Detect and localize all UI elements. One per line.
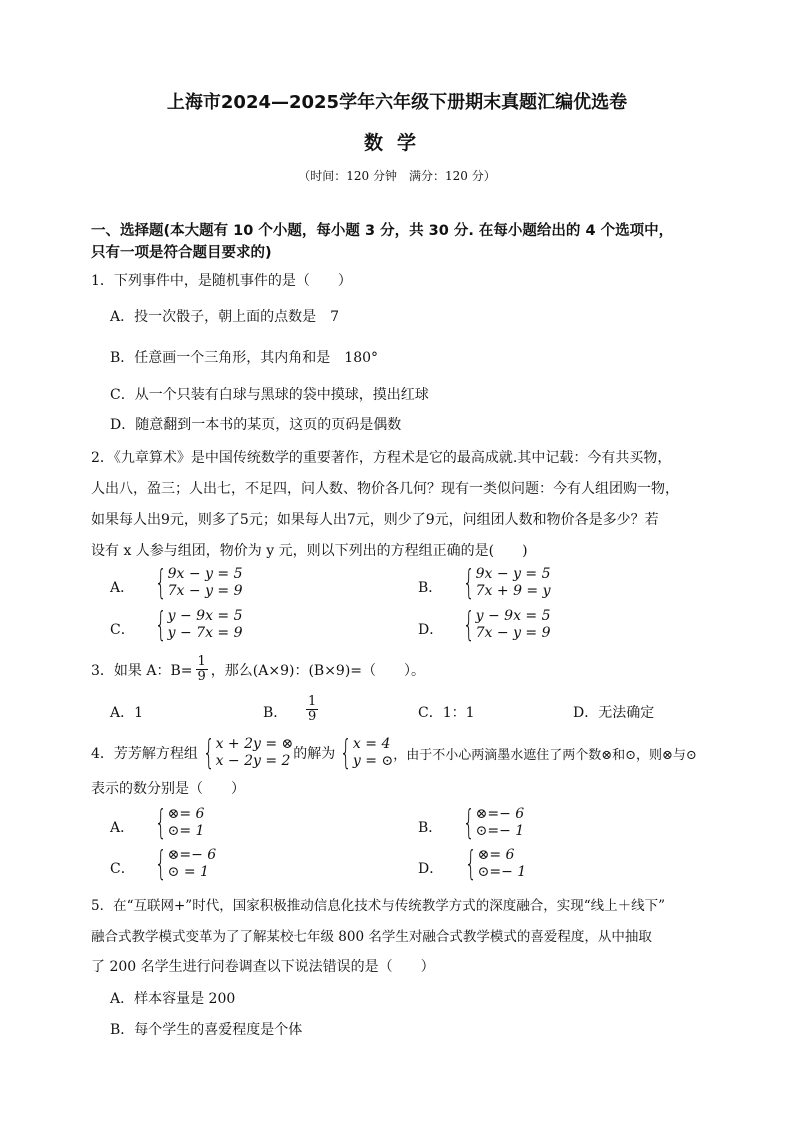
q2-line3: 如果每人出9元，则多了5元；如果每人出7元，则少了9元，问组团人数和物价各是多少？若 <box>91 512 659 528</box>
q5-line1: 5．在“互联网+”时代，国家积极推动信息化技术与传统教学方式的深度融合，实现“线上＋线下” <box>91 898 666 914</box>
q3-option-b-label: B． <box>263 705 288 721</box>
time-info: （时间：120 分钟 满分：120 分） <box>298 169 496 183</box>
q4-post: ，由于不小心两滴墨水遮住了两个数⊗和⊙，则⊗与⊙ <box>393 747 697 763</box>
q2-b-eq2: 7x + 9 = y <box>475 583 551 599</box>
q3-fraction: $\frac{1}{9}$ <box>197 654 206 684</box>
q3-stem <box>91 655 425 684</box>
q4-mid: 的解为 <box>293 746 336 762</box>
q2-option-c-system: { y − 9x = 5 y − 7x = 9 <box>154 605 243 645</box>
q1-option-a: A．投一次骰子，朝上面的点数是 7 <box>110 309 340 325</box>
q1-stem: 1．下列事件中，是随机事件的是（ ） <box>91 273 352 289</box>
q4-option-d-label: D． <box>418 861 444 877</box>
q3-option-a: A．1 <box>110 705 144 721</box>
q4-line2: 表示的数分别是（ ） <box>91 781 245 797</box>
exam-title: 上海市2024—2025学年六年级下册期末真题汇编优选卷 <box>166 92 628 113</box>
q2-option-c-label: C． <box>110 622 135 638</box>
q1-option-b: B．任意画一个三角形，其内角和是 180° <box>110 350 379 366</box>
q5-line2: 融合式教学模式变革为了了解某校七年级 800 名学生对融合式教学模式的喜爱程度，从中抽取 <box>91 929 652 945</box>
q2-a-eq2: 7x − y = 9 <box>167 583 243 599</box>
q2-option-a-system: { 9x − y = 5 7x − y = 9 <box>154 563 243 603</box>
q4-option-b-system: { ⊗=− 6 ⊙=− 1 <box>462 803 525 843</box>
q2-d-eq2: 7x − y = 9 <box>475 625 551 641</box>
subject-title: 数学 <box>363 132 430 154</box>
q2-option-d-label: D． <box>418 622 444 638</box>
q4-system-2: { x = 4 y = ⊙ <box>340 733 394 773</box>
q4-option-a-system: { ⊗= 6 ⊙= 1 <box>154 803 205 843</box>
q1-option-c: C．从一个只装有白球与黑球的袋中摸球，摸出红球 <box>110 387 429 403</box>
q4-stem <box>91 733 697 773</box>
q3-option-d: D．无法确定 <box>573 705 655 721</box>
q2-option-d-system: { y − 9x = 5 7x − y = 9 <box>462 605 551 645</box>
q2-c-eq2: y − 7x = 9 <box>167 625 243 641</box>
q1-option-d: D．随意翻到一本书的某页，这页的页码是偶数 <box>110 417 402 433</box>
q2-line4: 设有 x 人参与组团，物价为 y 元，则以下列出的方程组正确的是( ) <box>91 543 528 559</box>
q3-option-c: C．1：1 <box>418 705 475 721</box>
section-heading <box>91 220 711 264</box>
q4-option-c-system: { ⊗=− 6 ⊙ = 1 <box>154 844 217 884</box>
q2-line2: 人出八，盈三；人出七，不足四，问人数、物价各几何？现有一类似问题：今有人组团购一物， <box>91 481 679 497</box>
q2-option-b-label: B． <box>418 580 443 596</box>
q4-pre: 4．芳芳解方程组 <box>91 746 198 762</box>
q2-a-eq1: 9x − y = 5 <box>167 566 243 582</box>
q2-option-a-label: A． <box>110 580 135 596</box>
q3-stem-pre: 3．如果 A：B= <box>91 662 193 679</box>
q2-b-eq1: 9x − y = 5 <box>475 566 551 582</box>
q3-stem-post: ，那么(A×9)：(B×9)=（ ）。 <box>210 662 426 679</box>
section-heading-line2: 只有一项是符合题目要求的) <box>91 245 272 261</box>
q5-line3: 了 200 名学生进行问卷调查以下说法错误的是（ ） <box>91 959 435 975</box>
q4-option-b-label: B． <box>418 820 443 836</box>
q2-c-eq1: y − 9x = 5 <box>167 608 243 624</box>
q3-option-b-fraction: $\frac{1}{9}$ <box>308 694 317 724</box>
q2-line1: 2．《九章算术》是中国传统数学的重要著作，方程术是它的最高成就.其中记载：今有共买物， <box>91 450 672 466</box>
q2-d-eq1: y − 9x = 5 <box>475 608 551 624</box>
q4-option-c-label: C． <box>110 861 135 877</box>
q4-option-d-system: { ⊗= 6 ⊙=− 1 <box>464 844 527 884</box>
section-heading-line1: 一、选择题(本大题有 10 个小题，每小题 3 分，共 30 分. 在每小题给出的 4 个选项中， <box>91 223 674 239</box>
q2-option-b-system: { 9x − y = 5 7x + 9 = y <box>462 563 551 603</box>
q5-option-a: A．样本容量是 200 <box>110 991 236 1007</box>
q4-system-1: { x + 2y = ⊗ x − 2y = 2 <box>202 733 294 773</box>
q5-option-b: B．每个学生的喜爱程度是个体 <box>110 1022 303 1038</box>
q4-option-a-label: A． <box>110 820 135 836</box>
